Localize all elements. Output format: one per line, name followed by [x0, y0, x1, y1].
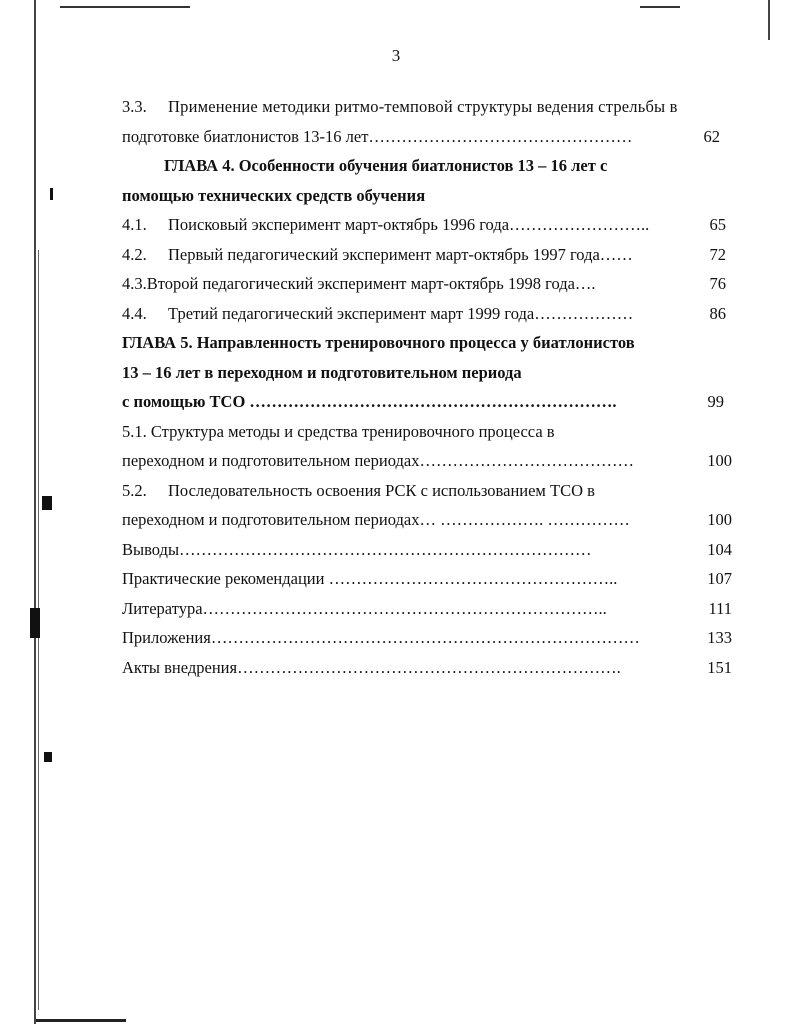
toc-entry-title: переходном и подготовительном периодах………………………………… — [122, 451, 634, 470]
toc-entry — [122, 240, 732, 270]
scan-edge-line — [34, 0, 36, 1024]
toc-entry — [122, 653, 732, 683]
toc-entry-title: Применение методики ритмо-темповой структуры ведения стрельбы в — [168, 97, 678, 116]
toc-entry-title: подготовке биатлонистов 13-16 лет………………………………………… — [122, 126, 633, 146]
toc-entry-page: 133 — [707, 628, 732, 647]
toc-chapter-heading — [122, 358, 732, 388]
toc-entry-title: Поисковый эксперимент март-октябрь 1996 года…………………….. — [168, 215, 650, 234]
scan-edge-line — [60, 6, 190, 8]
toc-entry — [122, 594, 732, 624]
toc-entry — [122, 92, 732, 122]
toc-entry-page: 111 — [708, 598, 732, 618]
toc-entry-title: 13 – 16 лет в переходном и подготовительном периода — [122, 362, 522, 382]
scan-mark — [42, 496, 52, 510]
page-number: 3 — [391, 46, 401, 65]
toc-entry — [122, 417, 732, 447]
scan-edge-line — [640, 6, 680, 8]
scan-mark — [44, 752, 52, 762]
scan-edge-line — [768, 0, 770, 40]
toc-entry-page: 100 — [707, 451, 732, 470]
toc-entry — [122, 210, 732, 240]
toc-entry — [122, 535, 732, 565]
toc-entry — [122, 564, 732, 594]
scan-mark — [50, 188, 53, 200]
scan-mark — [30, 608, 40, 638]
toc-entry-title: помощью технических средств обучения — [122, 185, 426, 205]
table-of-contents — [122, 92, 732, 682]
toc-entry-number: 5.2. — [122, 480, 147, 500]
toc-entry — [122, 505, 732, 535]
toc-entry-title: 4.3.Второй педагогический эксперимент март-октябрь 1998 года…. — [122, 274, 596, 293]
toc-entry-title: Литература……………………………………………………………….. — [122, 598, 607, 618]
scan-edge-line — [36, 1019, 126, 1022]
toc-entry — [122, 299, 732, 329]
toc-entry-page: 72 — [709, 244, 726, 264]
toc-entry-title: Приложения…………………………………………………………………… — [122, 628, 640, 647]
toc-entry-page: 62 — [703, 126, 720, 146]
toc-entry-title: Выводы………………………………………………………………… — [122, 539, 592, 559]
toc-entry-page: 151 — [707, 657, 732, 677]
toc-entry — [122, 446, 732, 476]
toc-entry-number: 3.3. — [122, 97, 147, 116]
toc-chapter-heading — [122, 151, 732, 181]
toc-entry-number: 4.1. — [122, 215, 147, 234]
toc-entry-number: 4.4. — [122, 303, 147, 323]
toc-entry-number: 4.2. — [122, 244, 147, 264]
toc-entry — [122, 623, 732, 653]
toc-entry-title: с помощью ТСО …………………………………………………………. — [122, 392, 617, 411]
toc-entry-title: Третий педагогический эксперимент март 1999 года……………… — [168, 303, 634, 323]
toc-entry-page: 100 — [707, 510, 732, 529]
toc-chapter-heading — [122, 328, 732, 358]
toc-entry-title: переходном и подготовительном периодах… ………………. …………… — [122, 510, 630, 529]
toc-chapter-heading — [122, 387, 732, 417]
toc-entry-page: 86 — [709, 303, 726, 323]
toc-entry-title: Акты внедрения……………………………………………………………. — [122, 657, 621, 677]
toc-entry-title: 5.1. Структура методы и средства тренировочного процесса в — [122, 421, 555, 441]
toc-entry-page: 99 — [707, 392, 724, 411]
toc-entry-title: ГЛАВА 5. Направленность тренировочного процесса у биатлонистов — [122, 333, 635, 352]
toc-chapter-heading — [122, 181, 732, 211]
toc-entry-page: 76 — [709, 274, 726, 293]
toc-entry-title: Практические рекомендации …………………………………………….. — [122, 569, 618, 588]
toc-entry-title: Первый педагогический эксперимент март-октябрь 1997 года…… — [168, 244, 633, 264]
toc-entry — [122, 122, 732, 152]
toc-entry-page: 104 — [707, 539, 732, 559]
toc-entry — [122, 476, 732, 506]
toc-entry-page: 65 — [709, 215, 726, 234]
toc-entry — [122, 269, 732, 299]
toc-entry-title: Последовательность освоения РСК с использованием ТСО в — [168, 480, 595, 500]
toc-entry-title: ГЛАВА 4. Особенности обучения биатлонистов 13 – 16 лет с — [164, 156, 608, 175]
toc-entry-page: 107 — [707, 569, 732, 588]
